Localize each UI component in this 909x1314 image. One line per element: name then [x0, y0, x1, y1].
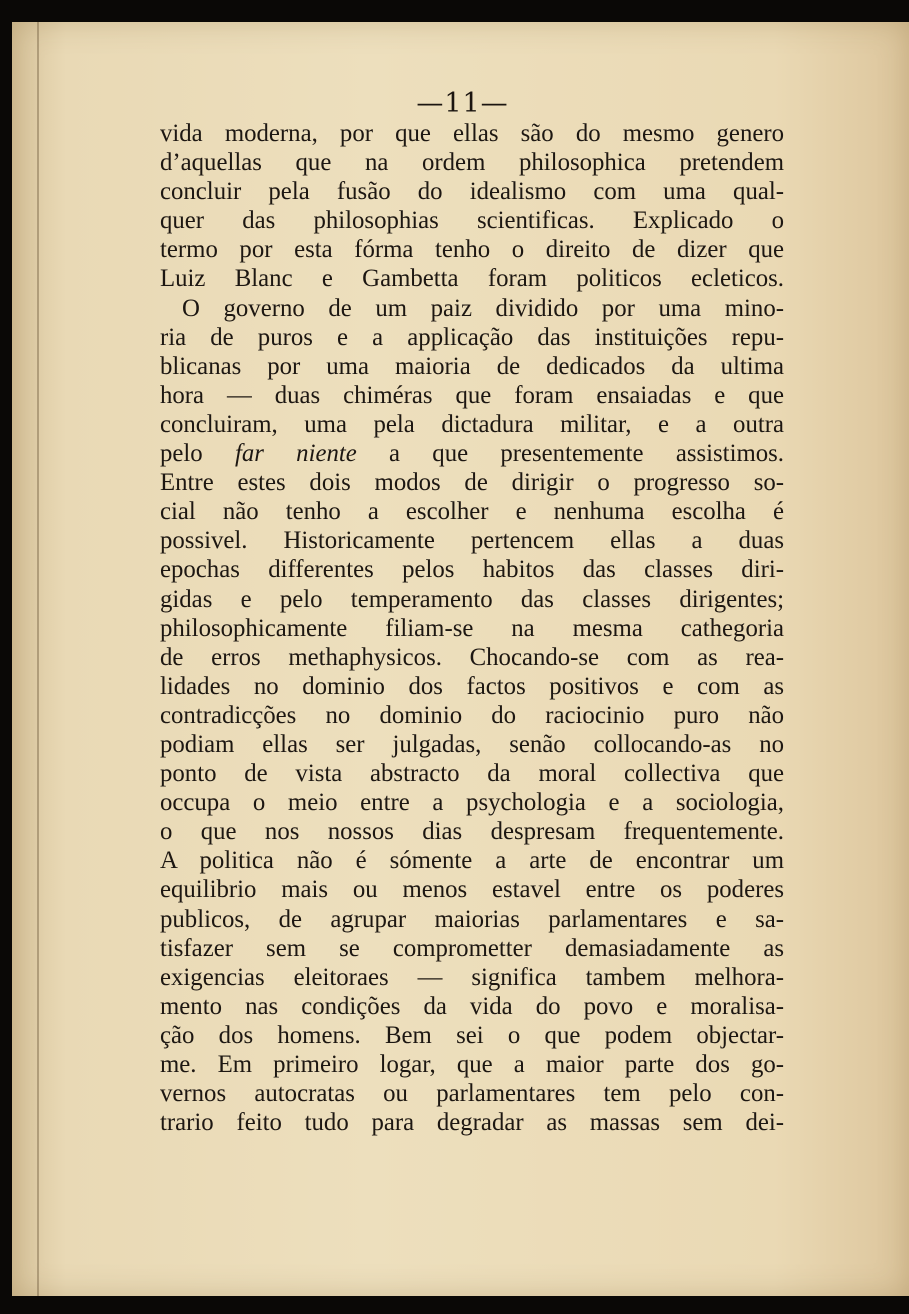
text-line: hora — duas chiméras que foram ensaiadas e que — [160, 381, 784, 409]
text-line-with-italic — [160, 439, 784, 468]
book-page — [12, 22, 909, 1296]
text-line: contradicções no dominio do raciocinio puro não — [160, 701, 784, 729]
text-line: occupa o meio entre a psychologia e a sociologia, — [160, 789, 784, 817]
text-line: gidas e pelo temperamento das classes dirigentes; — [160, 585, 784, 613]
text-line: exigencias eleitoraes — significa tambem melhora- — [160, 963, 784, 991]
text-line: vernos autocratas ou parlamentares tem pelo con- — [160, 1080, 784, 1108]
text-line: trario feito tudo para degradar as massas sem dei- — [160, 1109, 784, 1137]
text-line: d’aquellas que na ordem philosophica pretendem — [160, 149, 784, 177]
text-line: lidades no dominio dos factos positivos e com as — [160, 672, 784, 700]
text-line: possivel. Historicamente pertencem ellas a duas — [160, 527, 784, 555]
text-line: philosophicamente filiam-se na mesma cathegoria — [160, 614, 784, 642]
text-line: ção dos homens. Bem sei o que podem objectar- — [160, 1021, 784, 1049]
body-text — [160, 119, 784, 1137]
page-fold-line — [37, 22, 39, 1296]
text-line: epochas differentes pelos habitos das classes diri- — [160, 556, 784, 584]
text-line: cial não tenho a escolher e nenhuma escolha é — [160, 498, 784, 526]
text-line: mento nas condições da vida do povo e moralisa- — [160, 992, 784, 1020]
text-line: concluir pela fusão do idealismo com uma qual- — [160, 178, 784, 206]
text-line: vida moderna, por que ellas são do mesmo genero — [160, 120, 784, 147]
text-line: blicanas por uma maioria de dedicados da ultima — [160, 352, 784, 380]
text-line: A politica não é sómente a arte de encontrar um — [160, 847, 784, 875]
text-line: me. Em primeiro logar, que a maior parte dos go- — [160, 1051, 784, 1078]
text-line: termo por esta fórma tenho o direito de dizer que — [160, 236, 784, 264]
text-line: quer das philosophias scientificas. Explicado o — [160, 207, 784, 235]
text-line: ria de puros e a applicação das instituições repu- — [160, 323, 784, 351]
text-line: concluiram, uma pela dictadura militar, e a outra — [160, 410, 784, 438]
text-line: ponto de vista abstracto da moral collectiva que — [160, 760, 784, 788]
text-line: podiam ellas ser julgadas, senão collocando-as no — [160, 730, 784, 758]
text-line: O governo de um paiz dividido por uma mino- — [182, 294, 784, 322]
text-line: Luiz Blanc e Gambetta foram politicos ecleticos. — [160, 265, 784, 293]
text-line: equilibrio mais ou menos estavel entre os poderes — [160, 876, 784, 904]
text-line: o que nos nossos dias despresam frequentemente. — [160, 818, 784, 846]
text-line: tisfazer sem se comprometter demasiadamente as — [160, 934, 784, 962]
page-number: —11— — [416, 88, 509, 119]
text-line: de erros methaphysicos. Chocando-se com as rea- — [160, 643, 784, 671]
text-line: Entre estes dois modos de dirigir o progresso so- — [160, 469, 784, 497]
text-segment: pelo — [160, 440, 235, 468]
italic-phrase: far niente — [234, 440, 357, 468]
text-segment: a que presentemente assistimos. — [356, 440, 784, 468]
text-line: publicos, de agrupar maiorias parlamentares e sa- — [160, 905, 784, 933]
